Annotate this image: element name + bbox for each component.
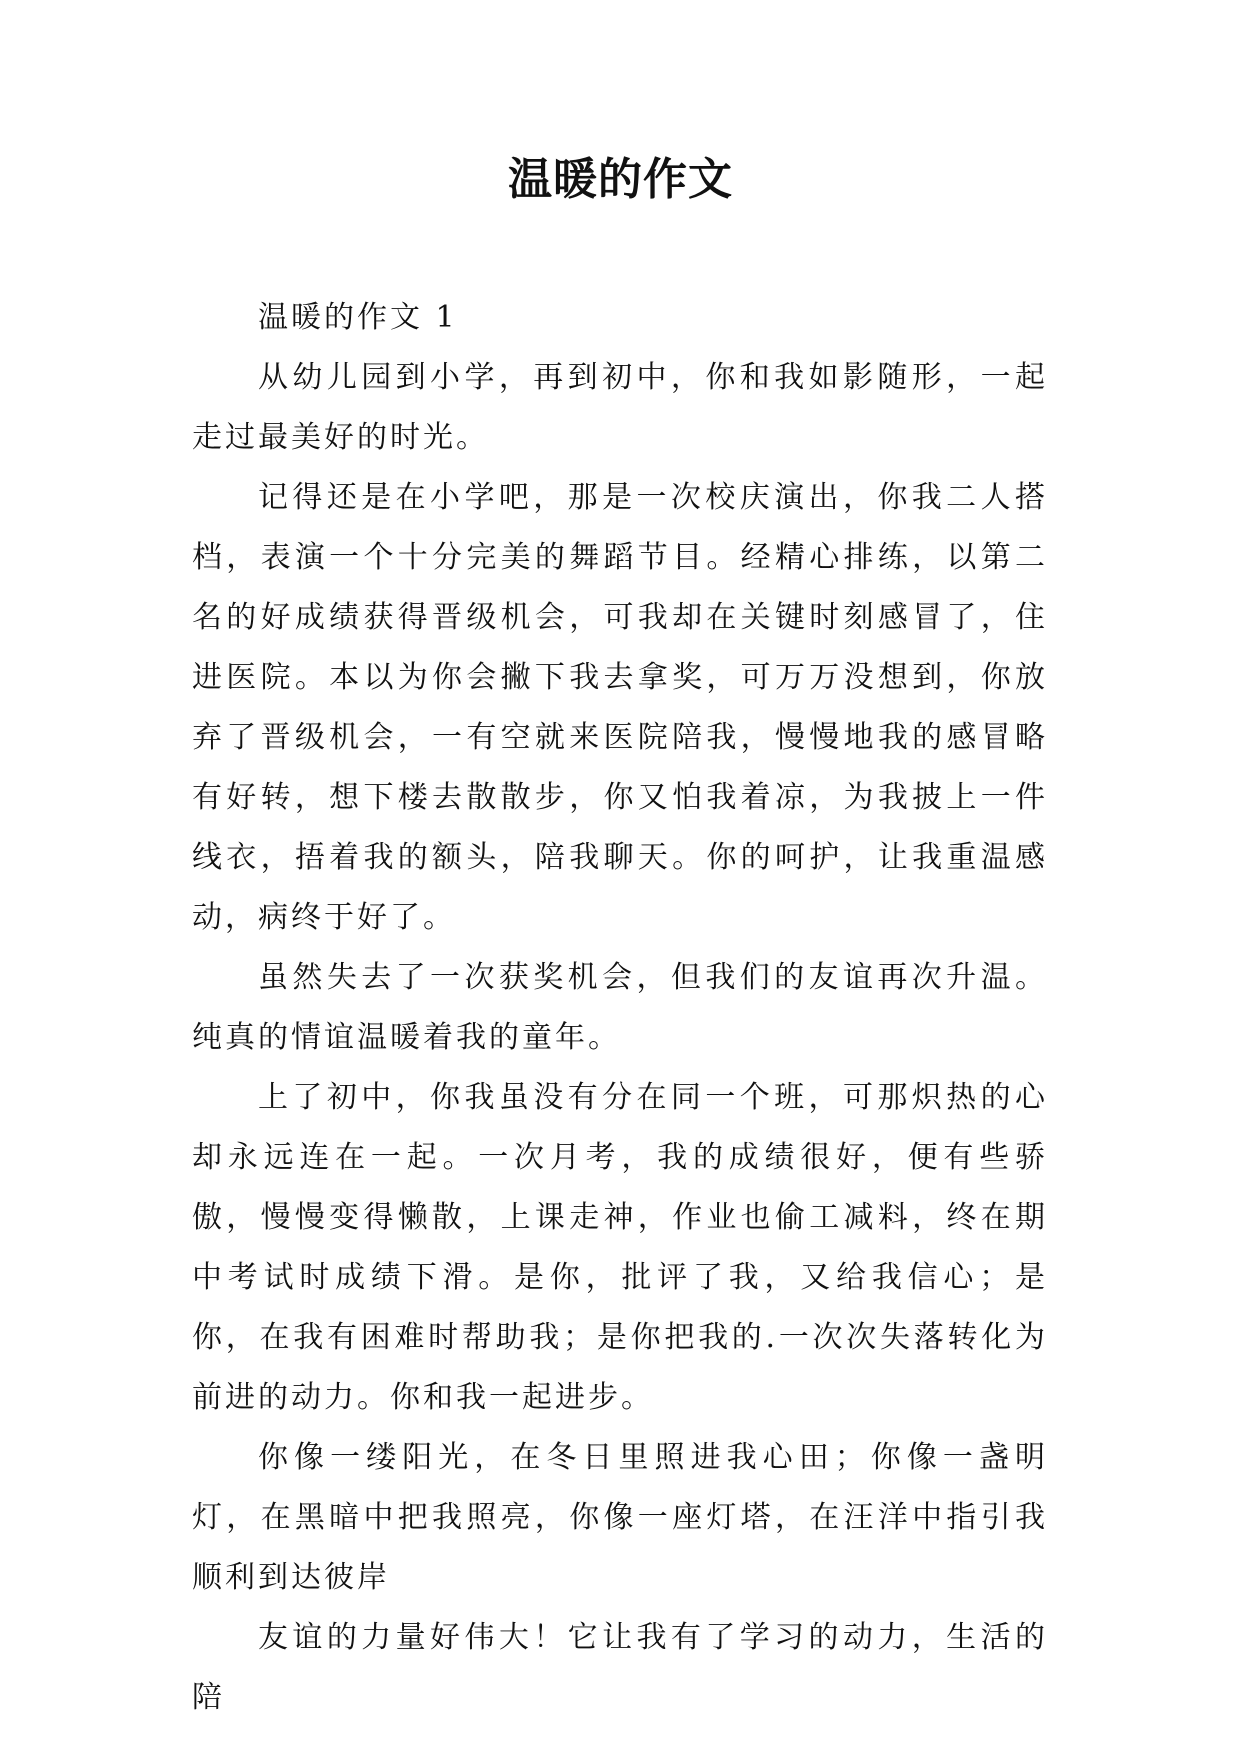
document-title: 温暖的作文 <box>508 154 733 205</box>
paragraph: 你像一缕阳光，在冬日里照进我心田；你像一盏明灯，在黑暗中把我照亮，你像一座灯塔，在汪洋中指引我顺利到达彼岸 <box>192 1440 1048 1595</box>
paragraph: 友谊的力量好伟大！它让我有了学习的动力，生活的陪 <box>192 1620 1048 1715</box>
paragraph: 上了初中，你我虽没有分在同一个班，可那炽热的心却永远连在一起。一次月考，我的成绩很好，便有些骄傲，慢慢变得懒散，上课走神，作业也偷工减料，终在期中考试时成绩下滑。是你，批评了我，又给我信心；是你，在我有困难时帮助我；是你把我的.一次次失落转化为前进的动力。你和我一起进步。 <box>192 1080 1048 1415</box>
paragraph: 记得还是在小学吧，那是一次校庆演出，你我二人搭档，表演一个十分完美的舞蹈节目。经精心排练，以第二名的好成绩获得晋级机会，可我却在关键时刻感冒了，住进医院。本以为你会撇下我去拿奖，可万万没想到，你放弃了晋级机会，一有空就来医院陪我，慢慢地我的感冒略有好转，想下楼去散散步，你又怕我着凉，为我披上一件线衣，捂着我的额头，陪我聊天。你的呵护，让我重温感动，病终于好了。 <box>192 480 1048 935</box>
document-body <box>192 288 1048 1728</box>
paragraph: 从幼儿园到小学，再到初中，你和我如影随形，一起走过最美好的时光。 <box>192 360 1048 455</box>
section-heading: 温暖的作文 1 <box>258 300 458 335</box>
paragraph: 虽然失去了一次获奖机会，但我们的友谊再次升温。纯真的情谊温暖着我的童年。 <box>192 960 1048 1055</box>
